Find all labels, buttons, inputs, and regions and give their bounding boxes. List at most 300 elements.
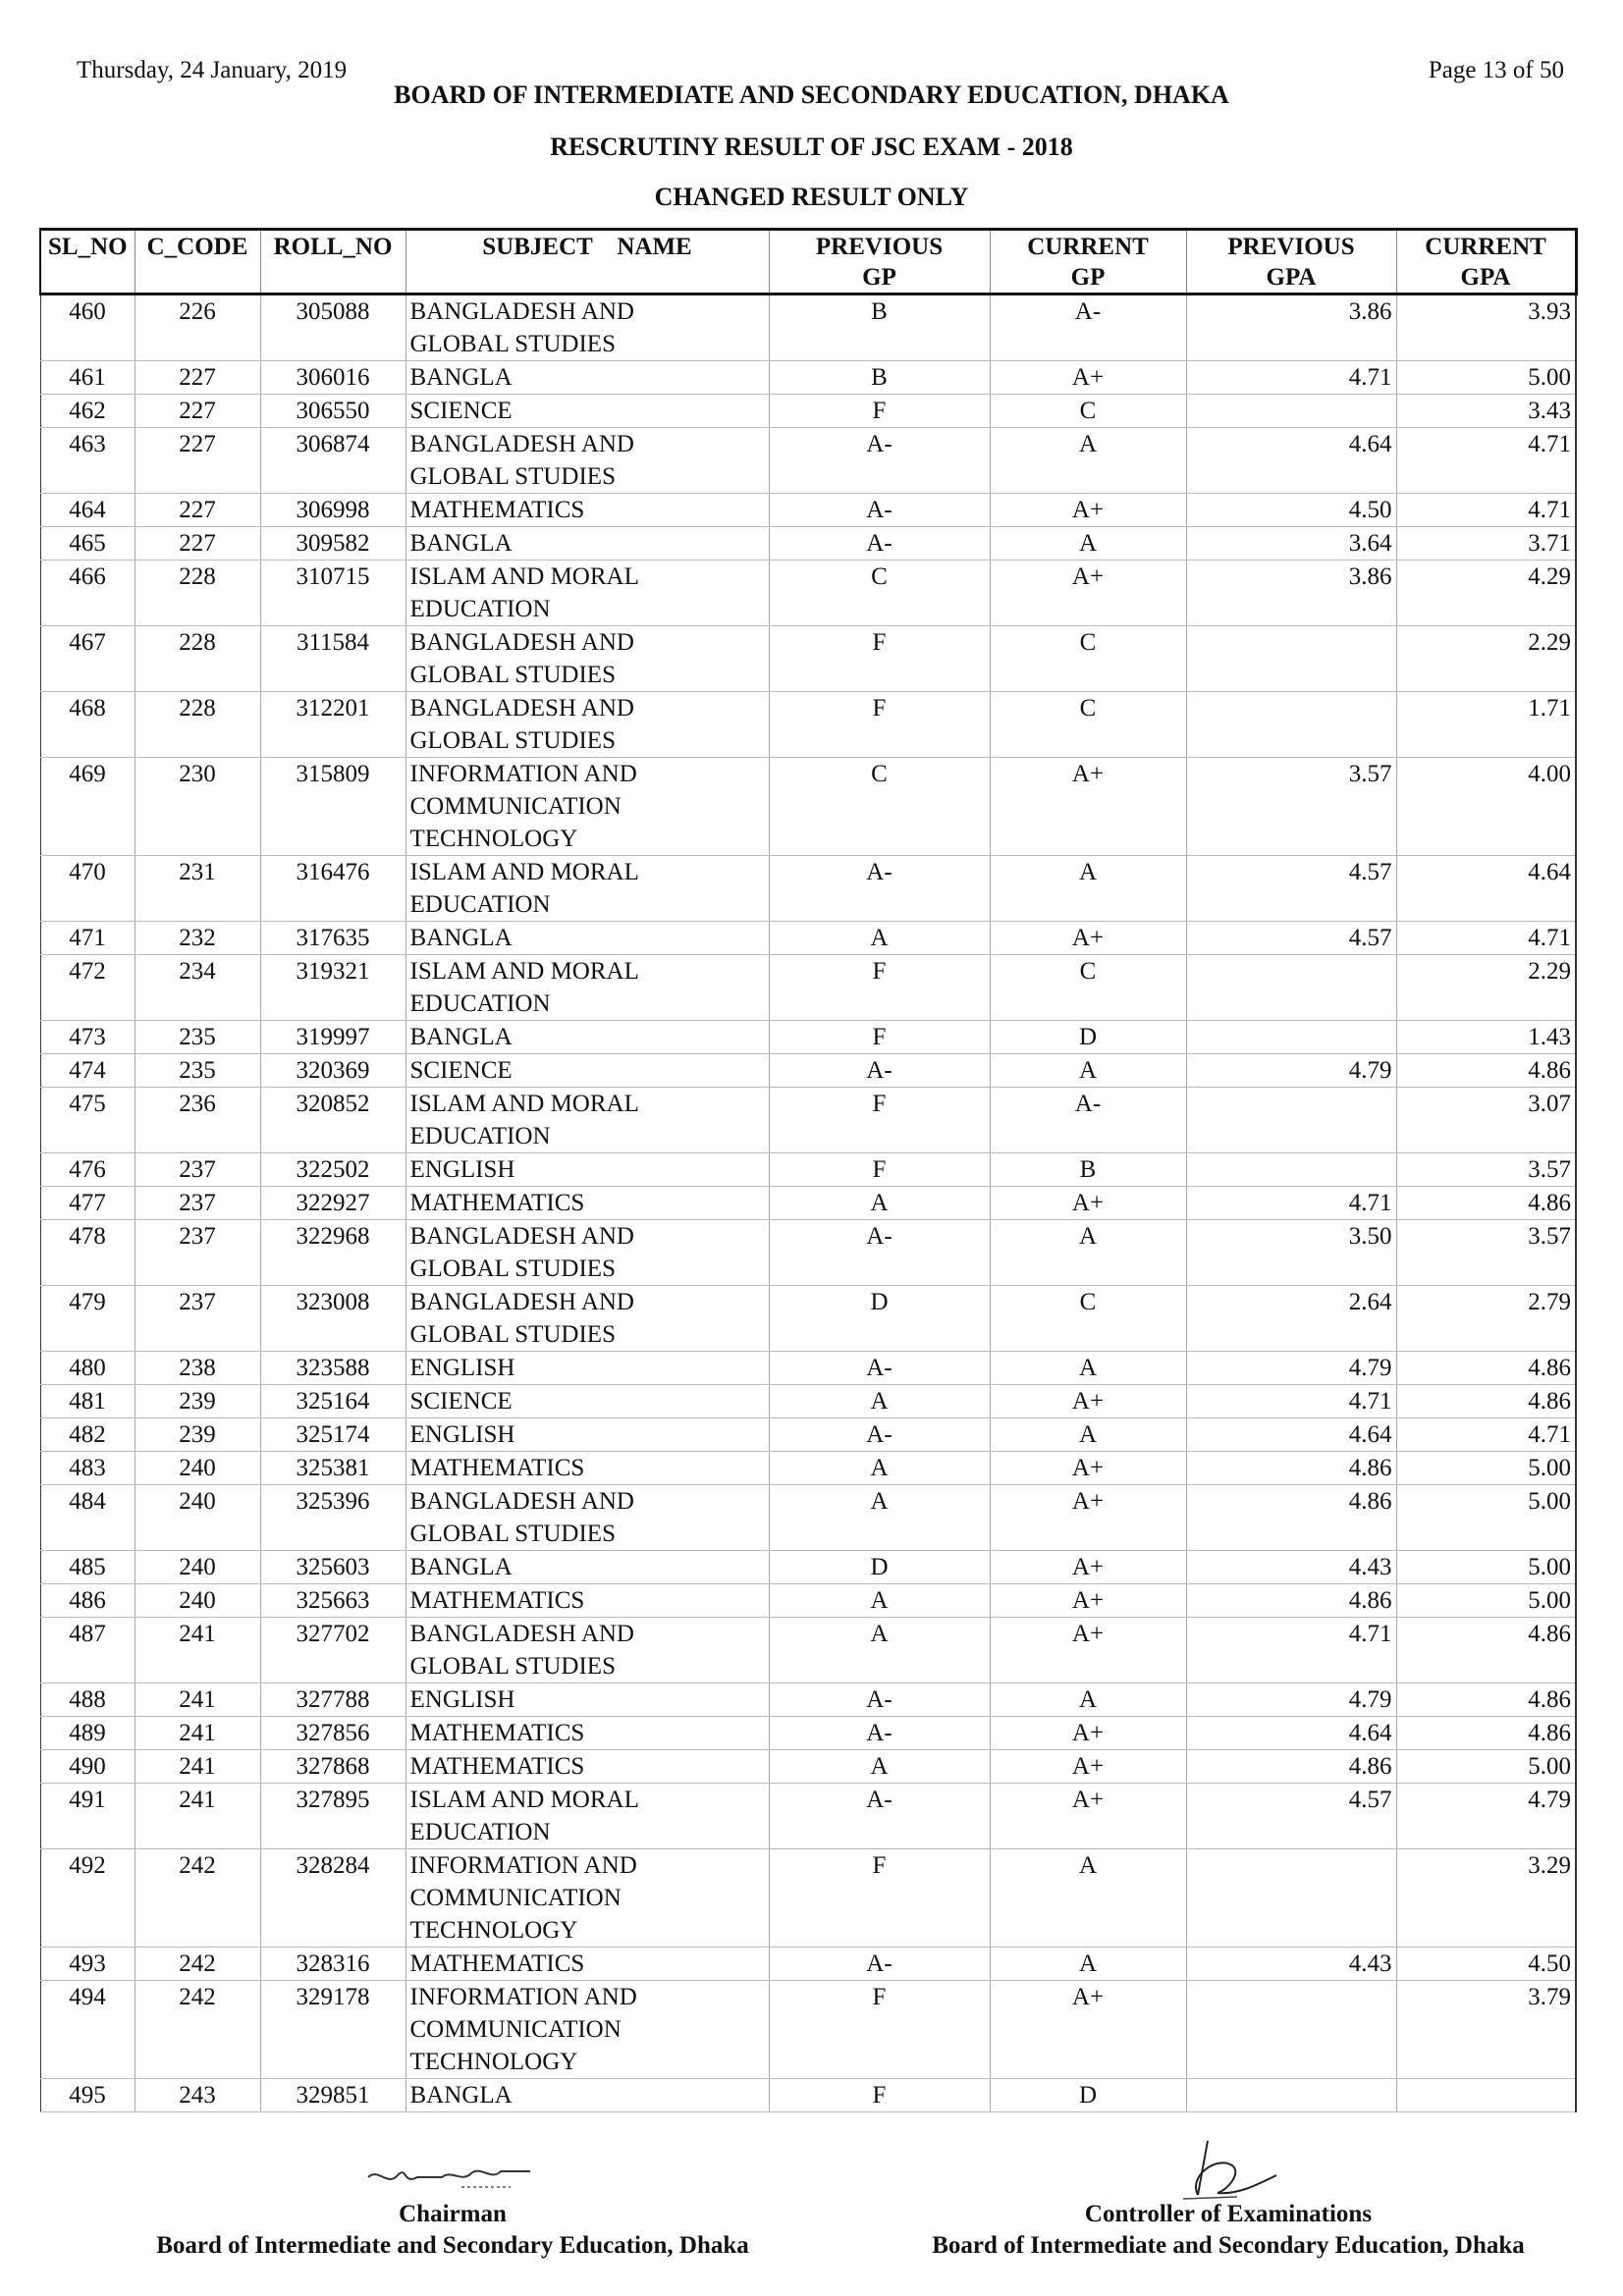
cell-previous-gpa: 4.57	[1186, 922, 1396, 955]
cell-c-code: 241	[135, 1618, 260, 1683]
cell-current-gp: A	[990, 1849, 1186, 1948]
cell-current-gp: A+	[990, 1618, 1186, 1683]
cell-previous-gpa: 2.64	[1186, 1286, 1396, 1352]
cell-previous-gp: B	[769, 361, 990, 395]
cell-current-gp: A-	[990, 1088, 1186, 1153]
cell-sl-no: 462	[40, 395, 135, 428]
cell-roll-no: 328316	[260, 1948, 406, 1981]
table-row	[40, 1352, 1576, 1385]
cell-previous-gpa	[1186, 2079, 1396, 2112]
cell-roll-no: 322968	[260, 1220, 406, 1286]
cell-previous-gp: F	[769, 1849, 990, 1948]
cell-roll-no: 305088	[260, 294, 406, 361]
cell-sl-no: 484	[40, 1485, 135, 1551]
cell-c-code: 241	[135, 1683, 260, 1717]
cell-subject-name: ENGLISH	[406, 1418, 769, 1452]
cell-current-gp: C	[990, 626, 1186, 692]
cell-current-gpa: 3.57	[1396, 1153, 1576, 1187]
cell-previous-gpa: 4.57	[1186, 856, 1396, 922]
cell-sl-no: 488	[40, 1683, 135, 1717]
cell-previous-gpa	[1186, 1849, 1396, 1948]
table-row	[40, 1220, 1576, 1286]
cell-sl-no: 473	[40, 1021, 135, 1054]
table-row	[40, 1717, 1576, 1750]
cell-sl-no: 483	[40, 1452, 135, 1485]
cell-current-gpa: 5.00	[1396, 1485, 1576, 1551]
cell-subject-name: ISLAM AND MORAL EDUCATION	[406, 1088, 769, 1153]
cell-current-gpa: 2.79	[1396, 1286, 1576, 1352]
cell-roll-no: 325396	[260, 1485, 406, 1551]
cell-c-code: 236	[135, 1088, 260, 1153]
print-date: Thursday, 24 January, 2019	[77, 57, 348, 83]
cell-c-code: 240	[135, 1584, 260, 1618]
cell-previous-gp: F	[769, 692, 990, 758]
cell-current-gpa: 5.00	[1396, 1551, 1576, 1584]
cell-sl-no: 475	[40, 1088, 135, 1153]
cell-sl-no: 468	[40, 692, 135, 758]
cell-c-code: 231	[135, 856, 260, 922]
cell-subject-name: BANGLADESH AND GLOBAL STUDIES	[406, 1286, 769, 1352]
cell-current-gpa: 2.29	[1396, 955, 1576, 1021]
cell-previous-gp: F	[769, 1021, 990, 1054]
cell-c-code: 243	[135, 2079, 260, 2112]
cell-subject-name: BANGLA	[406, 1021, 769, 1054]
cell-c-code: 228	[135, 692, 260, 758]
table-row	[40, 955, 1576, 1021]
cell-current-gpa: 4.86	[1396, 1618, 1576, 1683]
cell-roll-no: 325381	[260, 1452, 406, 1485]
cell-current-gp: A-	[990, 294, 1186, 361]
cell-roll-no: 306998	[260, 494, 406, 527]
cell-roll-no: 327702	[260, 1618, 406, 1683]
cell-subject-name: BANGLADESH AND GLOBAL STUDIES	[406, 1485, 769, 1551]
cell-previous-gpa: 4.71	[1186, 361, 1396, 395]
cell-c-code: 226	[135, 294, 260, 361]
cell-c-code: 242	[135, 1849, 260, 1948]
cell-previous-gp: D	[769, 1551, 990, 1584]
cell-c-code: 241	[135, 1784, 260, 1849]
cell-previous-gpa: 4.64	[1186, 1717, 1396, 1750]
cell-c-code: 228	[135, 626, 260, 692]
cell-c-code: 235	[135, 1054, 260, 1088]
cell-previous-gpa: 3.64	[1186, 527, 1396, 561]
table-row	[40, 758, 1576, 856]
cell-previous-gpa: 4.43	[1186, 1551, 1396, 1584]
cell-current-gp: A+	[990, 1187, 1186, 1220]
cell-c-code: 237	[135, 1187, 260, 1220]
cell-roll-no: 327895	[260, 1784, 406, 1849]
cell-current-gpa: 4.71	[1396, 428, 1576, 494]
cell-current-gp: A+	[990, 922, 1186, 955]
chairman-board: Board of Intermediate and Secondary Education, Dhaka	[156, 2232, 749, 2259]
cell-sl-no: 474	[40, 1054, 135, 1088]
page-number: Page 13 of 50	[1428, 57, 1564, 83]
cell-c-code: 239	[135, 1418, 260, 1452]
table-row	[40, 1551, 1576, 1584]
cell-sl-no: 491	[40, 1784, 135, 1849]
cell-roll-no: 325603	[260, 1551, 406, 1584]
cell-roll-no: 323008	[260, 1286, 406, 1352]
cell-roll-no: 322502	[260, 1153, 406, 1187]
table-row	[40, 692, 1576, 758]
cell-roll-no: 320852	[260, 1088, 406, 1153]
cell-c-code: 234	[135, 955, 260, 1021]
cell-sl-no: 461	[40, 361, 135, 395]
table-row	[40, 1750, 1576, 1784]
cell-c-code: 227	[135, 395, 260, 428]
cell-previous-gpa: 3.50	[1186, 1220, 1396, 1286]
cell-roll-no: 316476	[260, 856, 406, 922]
cell-c-code: 242	[135, 1981, 260, 2079]
cell-previous-gp: A-	[769, 1683, 990, 1717]
cell-previous-gp: A-	[769, 1352, 990, 1385]
cell-sl-no: 481	[40, 1385, 135, 1418]
cell-sl-no: 477	[40, 1187, 135, 1220]
cell-subject-name: MATHEMATICS	[406, 1187, 769, 1220]
cell-sl-no: 472	[40, 955, 135, 1021]
cell-c-code: 237	[135, 1220, 260, 1286]
cell-current-gp: A+	[990, 1981, 1186, 2079]
cell-subject-name: MATHEMATICS	[406, 494, 769, 527]
cell-previous-gp: A	[769, 1385, 990, 1418]
cell-subject-name: BANGLA	[406, 527, 769, 561]
cell-roll-no: 327868	[260, 1750, 406, 1784]
table-row	[40, 2079, 1576, 2112]
cell-previous-gpa: 4.79	[1186, 1352, 1396, 1385]
table-row	[40, 395, 1576, 428]
cell-roll-no: 312201	[260, 692, 406, 758]
cell-current-gp: A+	[990, 1452, 1186, 1485]
table-row	[40, 527, 1576, 561]
cell-current-gp: A+	[990, 1750, 1186, 1784]
table-row	[40, 1683, 1576, 1717]
cell-sl-no: 495	[40, 2079, 135, 2112]
cell-previous-gpa: 4.64	[1186, 1418, 1396, 1452]
cell-previous-gp: A-	[769, 1784, 990, 1849]
cell-previous-gp: F	[769, 395, 990, 428]
cell-current-gp: D	[990, 2079, 1186, 2112]
cell-current-gpa: 4.29	[1396, 561, 1576, 626]
cell-sl-no: 471	[40, 922, 135, 955]
cell-sl-no: 485	[40, 1551, 135, 1584]
cell-current-gpa: 4.50	[1396, 1948, 1576, 1981]
cell-subject-name: MATHEMATICS	[406, 1717, 769, 1750]
cell-current-gp: A	[990, 527, 1186, 561]
cell-sl-no: 470	[40, 856, 135, 922]
cell-sl-no: 460	[40, 294, 135, 361]
table-row	[40, 1981, 1576, 2079]
table-row	[40, 1187, 1576, 1220]
cell-roll-no: 323588	[260, 1352, 406, 1385]
cell-roll-no: 310715	[260, 561, 406, 626]
cell-sl-no: 464	[40, 494, 135, 527]
cell-subject-name: BANGLADESH AND GLOBAL STUDIES	[406, 1220, 769, 1286]
col-c-code: C_CODE	[135, 230, 260, 294]
cell-previous-gp: A-	[769, 1717, 990, 1750]
exam-title: RESCRUTINY RESULT OF JSC EXAM - 2018	[550, 133, 1073, 161]
cell-subject-name: ENGLISH	[406, 1153, 769, 1187]
cell-current-gp: D	[990, 1021, 1186, 1054]
cell-sl-no: 493	[40, 1948, 135, 1981]
cell-roll-no: 319997	[260, 1021, 406, 1054]
cell-subject-name: SCIENCE	[406, 1054, 769, 1088]
cell-current-gp: A+	[990, 1717, 1186, 1750]
cell-c-code: 232	[135, 922, 260, 955]
cell-sl-no: 489	[40, 1717, 135, 1750]
table-row	[40, 1849, 1576, 1948]
results-table	[39, 228, 1578, 2112]
cell-current-gpa: 1.71	[1396, 692, 1576, 758]
cell-subject-name: BANGLA	[406, 1551, 769, 1584]
cell-current-gp: C	[990, 955, 1186, 1021]
cell-previous-gpa	[1186, 395, 1396, 428]
cell-current-gp: A+	[990, 561, 1186, 626]
cell-current-gp: A	[990, 1054, 1186, 1088]
cell-previous-gp: A	[769, 1452, 990, 1485]
cell-previous-gpa: 4.86	[1186, 1584, 1396, 1618]
cell-sl-no: 490	[40, 1750, 135, 1784]
cell-current-gpa: 4.86	[1396, 1054, 1576, 1088]
col-roll-no: ROLL_NO	[260, 230, 406, 294]
cell-roll-no: 325663	[260, 1584, 406, 1618]
cell-current-gpa: 4.86	[1396, 1352, 1576, 1385]
cell-roll-no: 306550	[260, 395, 406, 428]
cell-current-gp: A	[990, 1220, 1186, 1286]
table-row	[40, 1485, 1576, 1551]
cell-current-gpa: 3.79	[1396, 1981, 1576, 2079]
cell-current-gp: A	[990, 1683, 1186, 1717]
cell-sl-no: 479	[40, 1286, 135, 1352]
cell-current-gp: A+	[990, 758, 1186, 856]
cell-roll-no: 315809	[260, 758, 406, 856]
cell-sl-no: 494	[40, 1981, 135, 2079]
col-current-gp: CURRENT GP	[990, 230, 1186, 294]
table-row	[40, 1088, 1576, 1153]
cell-current-gp: A+	[990, 361, 1186, 395]
cell-previous-gp: F	[769, 1088, 990, 1153]
cell-current-gpa: 4.64	[1396, 856, 1576, 922]
cell-c-code: 237	[135, 1286, 260, 1352]
cell-c-code: 235	[135, 1021, 260, 1054]
cell-subject-name: BANGLA	[406, 922, 769, 955]
cell-sl-no: 467	[40, 626, 135, 692]
cell-subject-name: BANGLADESH AND GLOBAL STUDIES	[406, 428, 769, 494]
board-title: BOARD OF INTERMEDIATE AND SECONDARY EDUCATION, DHAKA	[394, 80, 1229, 109]
cell-previous-gp: A	[769, 1584, 990, 1618]
cell-previous-gpa: 4.43	[1186, 1948, 1396, 1981]
table-row	[40, 361, 1576, 395]
cell-previous-gp: A	[769, 1750, 990, 1784]
cell-current-gp: B	[990, 1153, 1186, 1187]
table-header-row	[40, 230, 1576, 294]
table-row	[40, 1153, 1576, 1187]
cell-previous-gpa	[1186, 1088, 1396, 1153]
cell-current-gpa: 3.57	[1396, 1220, 1576, 1286]
cell-current-gp: A+	[990, 1784, 1186, 1849]
cell-roll-no: 320369	[260, 1054, 406, 1088]
cell-previous-gpa	[1186, 1153, 1396, 1187]
cell-current-gp: A	[990, 856, 1186, 922]
cell-c-code: 227	[135, 494, 260, 527]
col-previous-gpa: PREVIOUS GPA	[1186, 230, 1396, 294]
cell-current-gp: A	[990, 428, 1186, 494]
cell-roll-no: 306874	[260, 428, 406, 494]
cell-current-gp: A+	[990, 1551, 1186, 1584]
cell-previous-gp: A-	[769, 1418, 990, 1452]
cell-previous-gpa: 4.50	[1186, 494, 1396, 527]
cell-current-gpa: 1.43	[1396, 1021, 1576, 1054]
table-row	[40, 1618, 1576, 1683]
cell-subject-name: SCIENCE	[406, 1385, 769, 1418]
cell-previous-gpa: 4.79	[1186, 1683, 1396, 1717]
table-row	[40, 1584, 1576, 1618]
cell-current-gpa: 5.00	[1396, 1452, 1576, 1485]
table-row	[40, 494, 1576, 527]
table-row	[40, 428, 1576, 494]
cell-previous-gp: A-	[769, 856, 990, 922]
cell-sl-no: 487	[40, 1618, 135, 1683]
cell-previous-gp: F	[769, 955, 990, 1021]
cell-previous-gpa: 4.71	[1186, 1187, 1396, 1220]
cell-previous-gpa: 4.71	[1186, 1618, 1396, 1683]
cell-roll-no: 325164	[260, 1385, 406, 1418]
table-row	[40, 1385, 1576, 1418]
cell-previous-gpa: 3.86	[1186, 294, 1396, 361]
cell-current-gpa: 4.86	[1396, 1385, 1576, 1418]
cell-current-gpa: 4.00	[1396, 758, 1576, 856]
cell-previous-gp: C	[769, 561, 990, 626]
cell-previous-gpa: 4.86	[1186, 1485, 1396, 1551]
cell-previous-gp: F	[769, 1153, 990, 1187]
cell-c-code: 227	[135, 527, 260, 561]
cell-subject-name: BANGLADESH AND GLOBAL STUDIES	[406, 1618, 769, 1683]
cell-current-gpa: 3.43	[1396, 395, 1576, 428]
table-row	[40, 856, 1576, 922]
cell-previous-gp: A-	[769, 428, 990, 494]
cell-current-gpa: 4.86	[1396, 1717, 1576, 1750]
cell-roll-no: 327856	[260, 1717, 406, 1750]
controller-title: Controller of Examinations	[1084, 2201, 1373, 2227]
cell-current-gpa: 4.86	[1396, 1187, 1576, 1220]
cell-previous-gpa	[1186, 626, 1396, 692]
cell-previous-gp: F	[769, 1981, 990, 2079]
col-sl-no: SL_NO	[40, 230, 135, 294]
cell-c-code: 240	[135, 1452, 260, 1485]
cell-subject-name: MATHEMATICS	[406, 1584, 769, 1618]
table-row	[40, 1021, 1576, 1054]
cell-subject-name: ENGLISH	[406, 1352, 769, 1385]
cell-previous-gpa: 4.57	[1186, 1784, 1396, 1849]
cell-subject-name: INFORMATION AND COMMUNICATION TECHNOLOGY	[406, 758, 769, 856]
cell-current-gp: C	[990, 1286, 1186, 1352]
cell-previous-gpa: 3.86	[1186, 561, 1396, 626]
cell-previous-gpa	[1186, 692, 1396, 758]
cell-current-gp: C	[990, 692, 1186, 758]
cell-subject-name: BANGLA	[406, 361, 769, 395]
cell-previous-gpa: 4.79	[1186, 1054, 1396, 1088]
cell-sl-no: 492	[40, 1849, 135, 1948]
cell-subject-name: ISLAM AND MORAL EDUCATION	[406, 1784, 769, 1849]
cell-current-gpa: 5.00	[1396, 1584, 1576, 1618]
table-row	[40, 922, 1576, 955]
cell-c-code: 227	[135, 428, 260, 494]
cell-previous-gp: A	[769, 1485, 990, 1551]
cell-previous-gp: A-	[769, 494, 990, 527]
cell-subject-name: SCIENCE	[406, 395, 769, 428]
cell-subject-name: ISLAM AND MORAL EDUCATION	[406, 955, 769, 1021]
cell-current-gpa: 4.71	[1396, 922, 1576, 955]
cell-roll-no: 311584	[260, 626, 406, 692]
cell-subject-name: ENGLISH	[406, 1683, 769, 1717]
cell-roll-no: 306016	[260, 361, 406, 395]
cell-current-gp: A	[990, 1948, 1186, 1981]
cell-subject-name: INFORMATION AND COMMUNICATION TECHNOLOGY	[406, 1981, 769, 2079]
cell-previous-gpa: 4.71	[1186, 1385, 1396, 1418]
cell-c-code: 240	[135, 1485, 260, 1551]
chairman-title: Chairman	[399, 2201, 507, 2227]
table-row	[40, 1054, 1576, 1088]
table-row	[40, 1948, 1576, 1981]
cell-previous-gp: A-	[769, 527, 990, 561]
cell-previous-gp: C	[769, 758, 990, 856]
cell-current-gpa	[1396, 2079, 1576, 2112]
cell-subject-name: INFORMATION AND COMMUNICATION TECHNOLOGY	[406, 1849, 769, 1948]
cell-previous-gpa: 4.86	[1186, 1452, 1396, 1485]
cell-current-gp: A+	[990, 1584, 1186, 1618]
cell-subject-name: MATHEMATICS	[406, 1948, 769, 1981]
cell-c-code: 241	[135, 1717, 260, 1750]
cell-roll-no: 319321	[260, 955, 406, 1021]
cell-current-gpa: 3.71	[1396, 527, 1576, 561]
cell-previous-gp: F	[769, 2079, 990, 2112]
cell-current-gpa: 5.00	[1396, 361, 1576, 395]
cell-sl-no: 466	[40, 561, 135, 626]
table-row	[40, 1784, 1576, 1849]
cell-c-code: 228	[135, 561, 260, 626]
col-previous-gp: PREVIOUS GP	[769, 230, 990, 294]
cell-previous-gpa: 4.86	[1186, 1750, 1396, 1784]
cell-current-gpa: 3.93	[1396, 294, 1576, 361]
cell-current-gpa: 3.07	[1396, 1088, 1576, 1153]
cell-sl-no: 486	[40, 1584, 135, 1618]
cell-subject-name: BANGLADESH AND GLOBAL STUDIES	[406, 692, 769, 758]
cell-sl-no: 469	[40, 758, 135, 856]
col-current-gpa: CURRENT GPA	[1396, 230, 1576, 294]
cell-previous-gp: A	[769, 922, 990, 955]
cell-c-code: 242	[135, 1948, 260, 1981]
cell-roll-no: 317635	[260, 922, 406, 955]
cell-subject-name: MATHEMATICS	[406, 1452, 769, 1485]
cell-current-gpa: 3.29	[1396, 1849, 1576, 1948]
cell-sl-no: 478	[40, 1220, 135, 1286]
cell-current-gp: A+	[990, 1485, 1186, 1551]
cell-previous-gpa	[1186, 1981, 1396, 2079]
cell-current-gpa: 5.00	[1396, 1750, 1576, 1784]
cell-previous-gp: A	[769, 1618, 990, 1683]
cell-current-gpa: 4.86	[1396, 1683, 1576, 1717]
chairman-signature	[363, 2148, 540, 2197]
cell-c-code: 238	[135, 1352, 260, 1385]
cell-sl-no: 480	[40, 1352, 135, 1385]
cell-roll-no: 329851	[260, 2079, 406, 2112]
cell-subject-name: ISLAM AND MORAL EDUCATION	[406, 561, 769, 626]
cell-sl-no: 482	[40, 1418, 135, 1452]
cell-previous-gp: F	[769, 626, 990, 692]
cell-previous-gp: A	[769, 1187, 990, 1220]
controller-signature	[1178, 2136, 1286, 2205]
cell-current-gp: A	[990, 1418, 1186, 1452]
cell-sl-no: 465	[40, 527, 135, 561]
